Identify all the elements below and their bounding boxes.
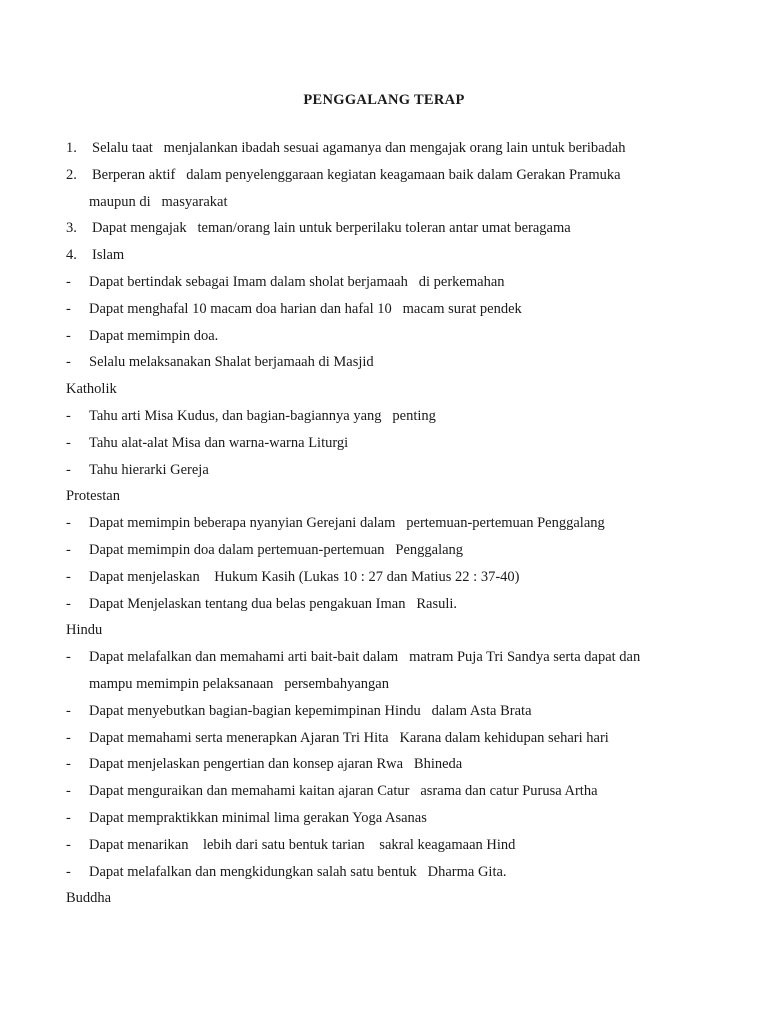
bullet-item: [66, 644, 706, 671]
item-text: Selalu taat menjalankan ibadah sesuai agamanya dan mengajak orang lain untuk beribadah: [92, 140, 626, 156]
item-number: 3.: [66, 220, 77, 237]
bullet-dash: -: [66, 273, 71, 290]
bullet-item: [66, 269, 706, 296]
bullet-item: [66, 564, 706, 591]
bullet-dash: -: [66, 541, 71, 558]
item-text: Dapat melafalkan dan mengkidungkan salah satu bentuk Dharma Gita.: [89, 863, 507, 880]
item-text: Dapat memahami serta menerapkan Ajaran Tri Hita Karana dalam kehidupan sehari hari: [89, 729, 609, 746]
bullet-item: [66, 805, 706, 832]
item-text: Dapat menghafal 10 macam doa harian dan hafal 10 macam surat pendek: [89, 300, 522, 317]
item-text: Dapat menarikan lebih dari satu bentuk tarian sakral keagamaan Hind: [89, 836, 516, 853]
bullet-dash: -: [66, 568, 71, 585]
bullet-item: [66, 457, 706, 484]
bullet-dash: -: [66, 327, 71, 344]
item-number: 1.: [66, 140, 77, 156]
item-text: Dapat mengajak teman/orang lain untuk berperilaku toleran antar umat beragama: [92, 220, 571, 237]
section-heading: Katholik: [66, 381, 117, 398]
bullet-dash: -: [66, 595, 71, 612]
section-heading: Hindu: [66, 622, 103, 639]
document-title: PENGGALANG TERAP: [303, 92, 465, 108]
numbered-item: [66, 215, 706, 242]
bullet-dash: -: [66, 434, 71, 451]
item-text: Selalu melaksanakan Shalat berjamaah di Masjid: [89, 354, 374, 371]
item-text: Tahu hierarki Gereja: [89, 461, 209, 478]
bullet-item: [66, 591, 706, 618]
item-text: Tahu arti Misa Kudus, dan bagian-bagiannya yang penting: [89, 407, 436, 424]
numbered-item: [66, 135, 706, 162]
bullet-dash: -: [66, 354, 71, 371]
bullet-dash: -: [66, 863, 71, 880]
bullet-dash: -: [66, 783, 71, 800]
bullet-item: [66, 510, 706, 537]
document-body: [66, 135, 706, 912]
item-text: Dapat memimpin beberapa nyanyian Gerejani dalam pertemuan-pertemuan Penggalang: [89, 515, 605, 532]
item-text: Islam: [92, 247, 125, 264]
bullet-dash: -: [66, 649, 71, 666]
bullet-item: [66, 323, 706, 350]
item-text: Dapat menjelaskan Hukum Kasih (Lukas 10 : 27 dan Matius 22 : 37-40): [89, 568, 520, 585]
bullet-dash: -: [66, 809, 71, 826]
item-text: Dapat menjelaskan pengertian dan konsep ajaran Rwa Bhineda: [89, 756, 463, 773]
numbered-item: [66, 162, 706, 189]
item-continuation: mampu memimpin pelaksanaan persembahyangan: [89, 675, 389, 692]
item-text: Dapat memimpin doa dalam pertemuan-pertemuan Penggalang: [89, 541, 464, 558]
bullet-item: [66, 296, 706, 323]
item-text: Berperan aktif dalam penyelenggaraan kegiatan keagamaan baik dalam Gerakan Pramuka: [92, 166, 621, 183]
bullet-dash: -: [66, 756, 71, 773]
bullet-item: [66, 537, 706, 564]
item-text: Dapat menyebutkan bagian-bagian kepemimpinan Hindu dalam Asta Brata: [89, 702, 532, 719]
item-number: 4.: [66, 247, 77, 264]
bullet-item: [66, 349, 706, 376]
bullet-dash: -: [66, 461, 71, 478]
bullet-dash: -: [66, 515, 71, 532]
item-text: Dapat menguraikan dan memahami kaitan ajaran Catur asrama dan catur Purusa Artha: [89, 783, 598, 800]
bullet-item: [66, 778, 706, 805]
bullet-item: [66, 859, 706, 886]
item-text: Dapat mempraktikkan minimal lima gerakan Yoga Asanas: [89, 809, 427, 826]
bullet-dash: -: [66, 407, 71, 424]
item-number: 2.: [66, 166, 77, 183]
item-text: Dapat memimpin doa.: [89, 327, 219, 344]
bullet-dash: -: [66, 702, 71, 719]
bullet-item: [66, 751, 706, 778]
section-heading: Protestan: [66, 488, 120, 505]
item-text: Dapat Menjelaskan tentang dua belas pengakuan Iman Rasuli.: [89, 595, 458, 612]
section-heading: Buddha: [66, 890, 112, 907]
bullet-item: [66, 832, 706, 859]
bullet-dash: -: [66, 729, 71, 746]
numbered-item: [66, 242, 706, 269]
item-text: Dapat bertindak sebagai Imam dalam sholat berjamaah di perkemahan: [89, 273, 505, 290]
bullet-item: [66, 725, 706, 752]
bullet-item: [66, 403, 706, 430]
bullet-item: [66, 430, 706, 457]
bullet-dash: -: [66, 836, 71, 853]
item-text: Tahu alat-alat Misa dan warna-warna Liturgi: [89, 434, 349, 451]
bullet-dash: -: [66, 300, 71, 317]
bullet-item: [66, 698, 706, 725]
item-continuation: maupun di masyarakat: [89, 193, 228, 210]
item-text: Dapat melafalkan dan memahami arti bait-bait dalam matram Puja Tri Sandya serta dapat dan: [89, 649, 641, 666]
